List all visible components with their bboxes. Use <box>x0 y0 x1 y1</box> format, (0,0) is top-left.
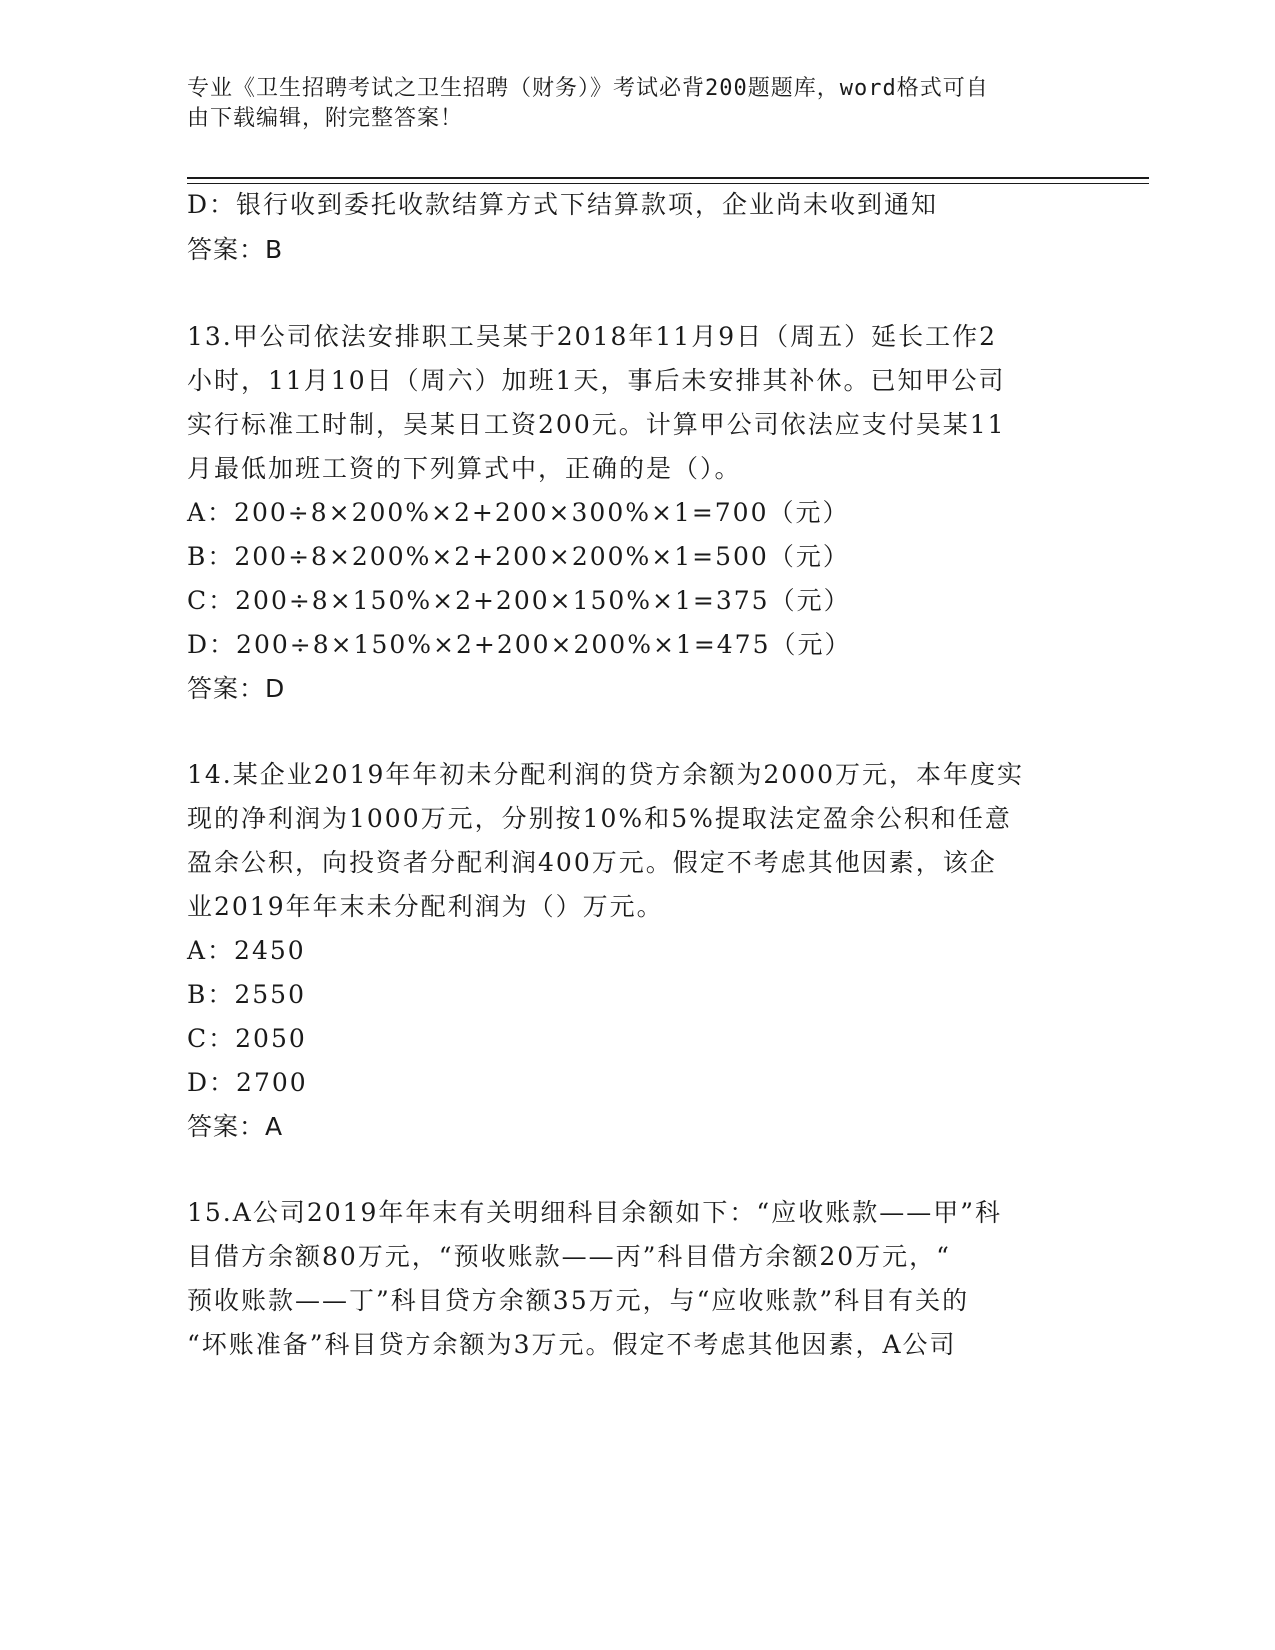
header-divider-thick <box>187 177 1149 179</box>
q14-stem-line-4: 业2019年年末未分配利润为（）万元。 <box>187 892 664 921</box>
q13-option-d: D：200÷8×150%×2+200×200%×1=475（元） <box>187 630 852 659</box>
q12-option-d: D：银行收到委托收款结算方式下结算款项，企业尚未收到通知 <box>187 190 939 219</box>
q15-stem-line-1: 15.A公司2019年年末有关明细科目余额如下：“应收账款——甲”科 <box>187 1198 1002 1227</box>
q13-stem-line-3: 实行标准工时制，吴某日工资200元。计算甲公司依法应支付吴某11 <box>187 410 1006 439</box>
q13-stem-line-2: 小时，11月10日（周六）加班1天，事后未安排其补休。已知甲公司 <box>187 366 1006 395</box>
q14-option-d: D：2700 <box>187 1068 308 1097</box>
q14-stem-line-1: 14.某企业2019年年初未分配利润的贷方余额为2000万元，本年度实 <box>187 760 1025 789</box>
q14-stem-line-3: 盈余公积，向投资者分配利润400万元。假定不考虑其他因素，该企 <box>187 848 997 877</box>
q13-stem-line-4: 月最低加班工资的下列算式中，正确的是（）。 <box>187 454 742 483</box>
q14-answer: 答案：A <box>187 1112 284 1141</box>
q13-option-b: B：200÷8×200%×2+200×200%×1=500（元） <box>187 542 850 571</box>
q13-option-a: A：200÷8×200%×2+200×300%×1=700（元） <box>187 498 850 527</box>
header-line-1: 专业《卫生招聘考试之卫生招聘（财务）》考试必背200题题库，word格式可自 <box>187 76 989 101</box>
q14-option-b: B：2550 <box>187 980 306 1009</box>
header-line-2: 由下载编辑，附完整答案！ <box>187 106 464 131</box>
q13-option-c: C：200÷8×150%×2+200×150%×1=375（元） <box>187 586 851 615</box>
q15-stem-line-3: 预收账款——丁”科目贷方余额35万元，与“应收账款”科目有关的 <box>187 1286 970 1315</box>
q12-answer: 答案：B <box>187 235 284 264</box>
header-divider-thin <box>187 183 1149 184</box>
q14-option-a: A：2450 <box>187 936 306 965</box>
q13-stem-line-1: 13.甲公司依法安排职工吴某于2018年11月9日（周五）延长工作2 <box>187 322 998 351</box>
q15-stem-line-2: 目借方余额80万元，“预收账款——丙”科目借方余额20万元，“ <box>187 1242 951 1271</box>
q13-answer: 答案：D <box>187 674 286 703</box>
q14-stem-line-2: 现的净利润为1000万元，分别按10%和5%提取法定盈余公积和任意 <box>187 804 1012 833</box>
document-header <box>187 74 1067 134</box>
q14-option-c: C：2050 <box>187 1024 307 1053</box>
q15-stem-line-4: “坏账准备”科目贷方余额为3万元。假定不考虑其他因素，A公司 <box>187 1330 957 1359</box>
